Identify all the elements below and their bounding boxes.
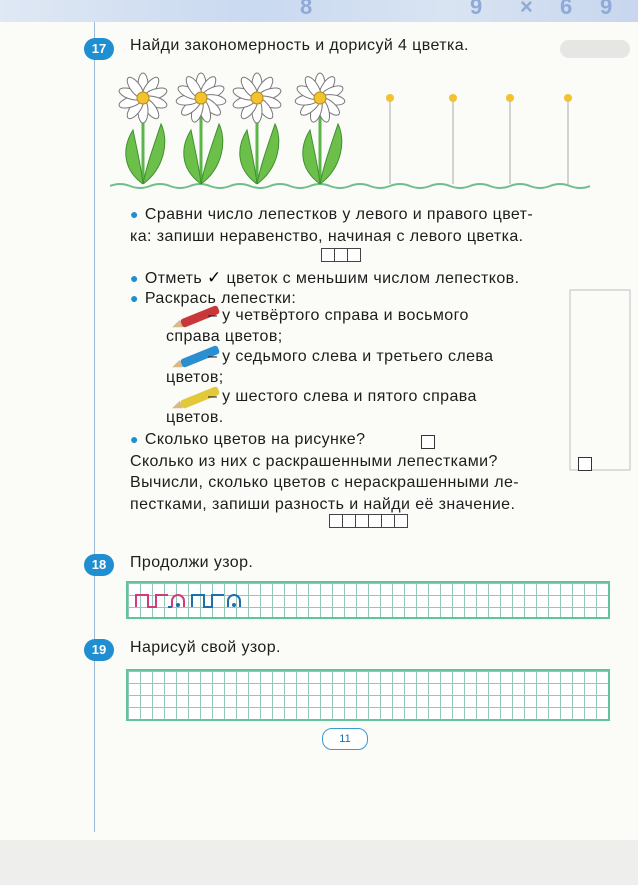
bullet-dot-icon: ● bbox=[130, 206, 139, 222]
pattern-grid-18[interactable] bbox=[126, 581, 610, 619]
flower-leaf bbox=[240, 130, 257, 184]
flower-leaf bbox=[201, 124, 223, 184]
yellow-pencil-instruction-line1: – у шестого слева и пятого справа bbox=[208, 388, 477, 405]
flower-leaf bbox=[126, 130, 143, 184]
pattern-start-drawing bbox=[128, 583, 268, 617]
decor-digit: 6 bbox=[560, 0, 573, 19]
daisy-center bbox=[137, 92, 149, 104]
text-segment: Отметь bbox=[144, 270, 203, 287]
compare-instruction-line1 bbox=[130, 206, 533, 224]
decor-digit: × bbox=[520, 0, 533, 19]
compare-instruction-line2: ка: запиши неравенство, начиная с левого цветка. bbox=[130, 228, 524, 245]
flower-illustration bbox=[110, 68, 590, 193]
difference-answer-box[interactable] bbox=[330, 514, 408, 528]
text-line: Сравни число лепестков у левого и правого цвет- bbox=[144, 206, 534, 223]
decor-digit: 9 bbox=[600, 0, 613, 19]
bullet-dot-icon: ● bbox=[130, 431, 139, 447]
flower-dot bbox=[386, 94, 394, 102]
checkmark-icon: ✓ bbox=[206, 268, 222, 287]
daisy-center bbox=[314, 92, 326, 104]
text-segment: Раскрась лепестки: bbox=[144, 290, 297, 307]
exercise-17-title: Найди закономерность и дорисуй 4 цветка. bbox=[130, 37, 469, 54]
flower-leaf bbox=[320, 124, 342, 184]
exercise-19-title: Нарисуй свой узор. bbox=[130, 639, 281, 656]
count-question bbox=[130, 431, 365, 449]
page-number: 11 bbox=[322, 728, 368, 750]
ground-line bbox=[110, 184, 590, 188]
flower-dot bbox=[506, 94, 514, 102]
flower-dot bbox=[564, 94, 572, 102]
exercise-18-badge: 18 bbox=[84, 554, 114, 576]
flower-leaf bbox=[143, 124, 165, 184]
bullet-dot-icon: ● bbox=[130, 290, 139, 306]
flower-dot bbox=[449, 94, 457, 102]
mark-instruction bbox=[130, 268, 519, 288]
page-bottom-margin bbox=[0, 840, 638, 885]
daisy-center bbox=[195, 92, 207, 104]
text-segment: цветок с меньшим числом лепестков. bbox=[226, 270, 520, 287]
yellow-pencil-instruction-line2: цветов. bbox=[166, 409, 224, 426]
text-segment: Сколько цветов на рисунке? bbox=[144, 431, 366, 448]
margin-line bbox=[94, 22, 95, 832]
colored-question: Сколько из них с раскрашенными лепестками? bbox=[130, 453, 498, 470]
exercise-17-badge: 17 bbox=[84, 38, 114, 60]
decorative-header-band bbox=[0, 0, 638, 22]
bullet-dot-icon: ● bbox=[130, 270, 139, 286]
flower-leaf bbox=[303, 130, 320, 184]
inequality-answer-box[interactable] bbox=[322, 248, 361, 262]
decor-digit: 8 bbox=[300, 0, 313, 19]
calc-instruction-line2: пестками, запиши разность и найди её значение. bbox=[130, 496, 516, 513]
exercise-19-badge: 19 bbox=[84, 639, 114, 661]
daisy-center bbox=[251, 92, 263, 104]
decor-digit: 9 bbox=[470, 0, 483, 19]
exercise-18-title: Продолжи узор. bbox=[130, 554, 254, 571]
calc-instruction-line1: Вычисли, сколько цветов с нераскрашенными ле- bbox=[130, 474, 519, 491]
red-pencil-instruction-line1: – у четвёртого справа и восьмого bbox=[208, 307, 469, 324]
flower-leaf bbox=[184, 130, 201, 184]
flower-leaf bbox=[257, 124, 279, 184]
count-answer-box[interactable] bbox=[421, 435, 435, 449]
blue-pencil-instruction-line2: цветов; bbox=[166, 369, 224, 386]
pattern-grid-19[interactable] bbox=[126, 669, 610, 721]
red-pencil-instruction-line2: справа цветов; bbox=[166, 328, 283, 345]
colored-answer-box[interactable] bbox=[578, 457, 592, 471]
blue-pencil-instruction-line1: – у седьмого слева и третьего слева bbox=[208, 348, 494, 365]
